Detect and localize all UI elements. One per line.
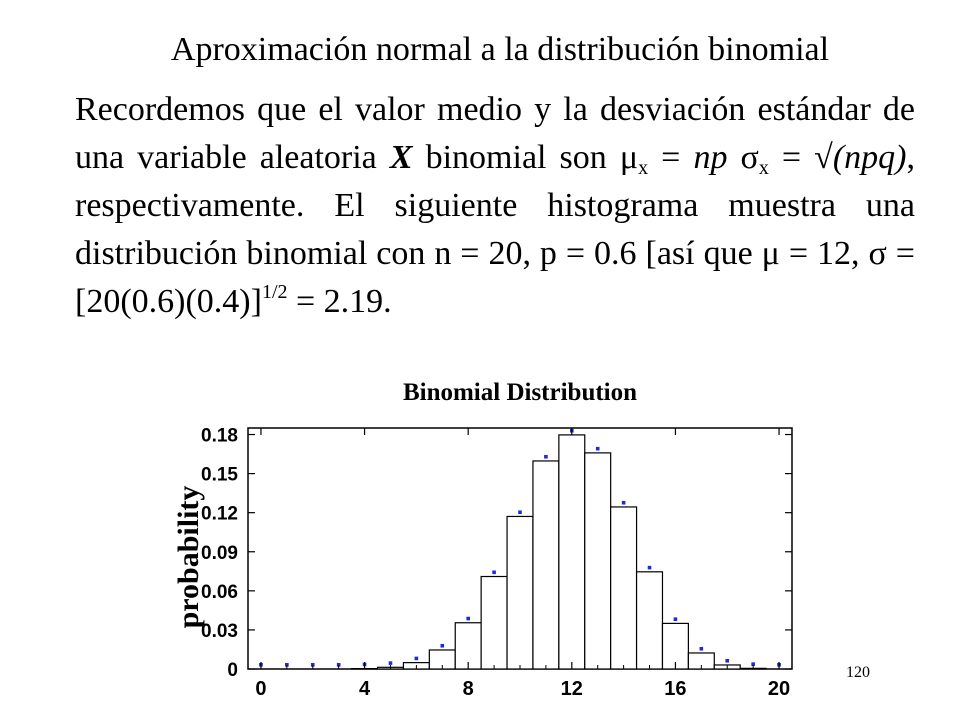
- body-text-4: = 12,: [779, 235, 869, 272]
- probability-point: [466, 617, 470, 621]
- probability-point: [518, 510, 522, 514]
- body-text-5: = [20(0.6)(0.4)]: [75, 235, 915, 320]
- probability-point: [622, 501, 626, 505]
- npq-term: (npq): [832, 139, 907, 176]
- y-tick-label: 0.15: [201, 464, 238, 486]
- exponent-half: 1/2: [261, 281, 288, 303]
- y-axis-label: probability: [172, 485, 205, 629]
- probability-point: [700, 647, 704, 651]
- y-tick-label: 0.09: [201, 542, 238, 564]
- mu-symbol: μ: [619, 139, 639, 176]
- y-tick-label: 0: [227, 660, 238, 681]
- sigma-symbol-2: σ: [868, 235, 887, 272]
- probability-point: [596, 447, 600, 451]
- slide-title: Aproximación normal a la distribución binomial: [170, 31, 830, 68]
- probability-point: [674, 617, 678, 621]
- body-text-3: , respectivamente. El siguiente histograma muestra una distribución binomial con n = 20, p = 0.6 [así que: [75, 139, 915, 272]
- probability-point: [544, 455, 548, 459]
- y-tick-label: 0.03: [201, 620, 238, 642]
- body-text-2: binomial son: [412, 139, 620, 176]
- probability-point: [389, 661, 393, 665]
- x-tick-label: 4: [359, 678, 371, 700]
- probability-point: [415, 657, 419, 661]
- sigma-symbol: σ: [740, 139, 759, 176]
- x-tick-label: 8: [462, 678, 474, 700]
- np-term: np: [693, 139, 728, 176]
- chart-title: Binomial Distribution: [402, 379, 638, 406]
- variable-x: X: [389, 139, 413, 176]
- slide-number: 120: [846, 664, 870, 681]
- x-tick-label: 16: [664, 678, 687, 700]
- y-tick-label: 0.06: [201, 581, 238, 603]
- sqrt-symbol: √: [814, 139, 833, 176]
- histogram-bar: [611, 507, 637, 669]
- histogram-bar: [481, 577, 507, 669]
- histogram-bar: [585, 453, 611, 669]
- probability-point: [725, 659, 729, 663]
- mu-symbol-2: μ: [761, 235, 780, 272]
- probability-point: [492, 571, 496, 575]
- x-tick-label: 20: [767, 678, 791, 700]
- y-tick-label: 0.18: [201, 425, 238, 447]
- body-text-1: Recordemos que el valor medio y la desviación estándar de una variable aleatoria: [75, 91, 915, 176]
- probability-point: [648, 566, 652, 570]
- sigma-subscript: x: [758, 157, 769, 179]
- probability-point: [440, 644, 444, 648]
- x-tick-label: 0: [255, 678, 267, 700]
- x-tick-label: 12: [560, 678, 583, 700]
- histogram-bar: [533, 461, 559, 669]
- histogram-bar: [637, 572, 663, 669]
- body-text-6: = 2.19.: [287, 283, 392, 320]
- mu-subscript: x: [638, 157, 649, 179]
- equals-2: =: [768, 139, 815, 176]
- histogram-bar: [507, 516, 533, 669]
- histogram-bar: [559, 435, 585, 669]
- y-tick-label: 0.12: [201, 503, 238, 525]
- equals-1: =: [648, 139, 694, 176]
